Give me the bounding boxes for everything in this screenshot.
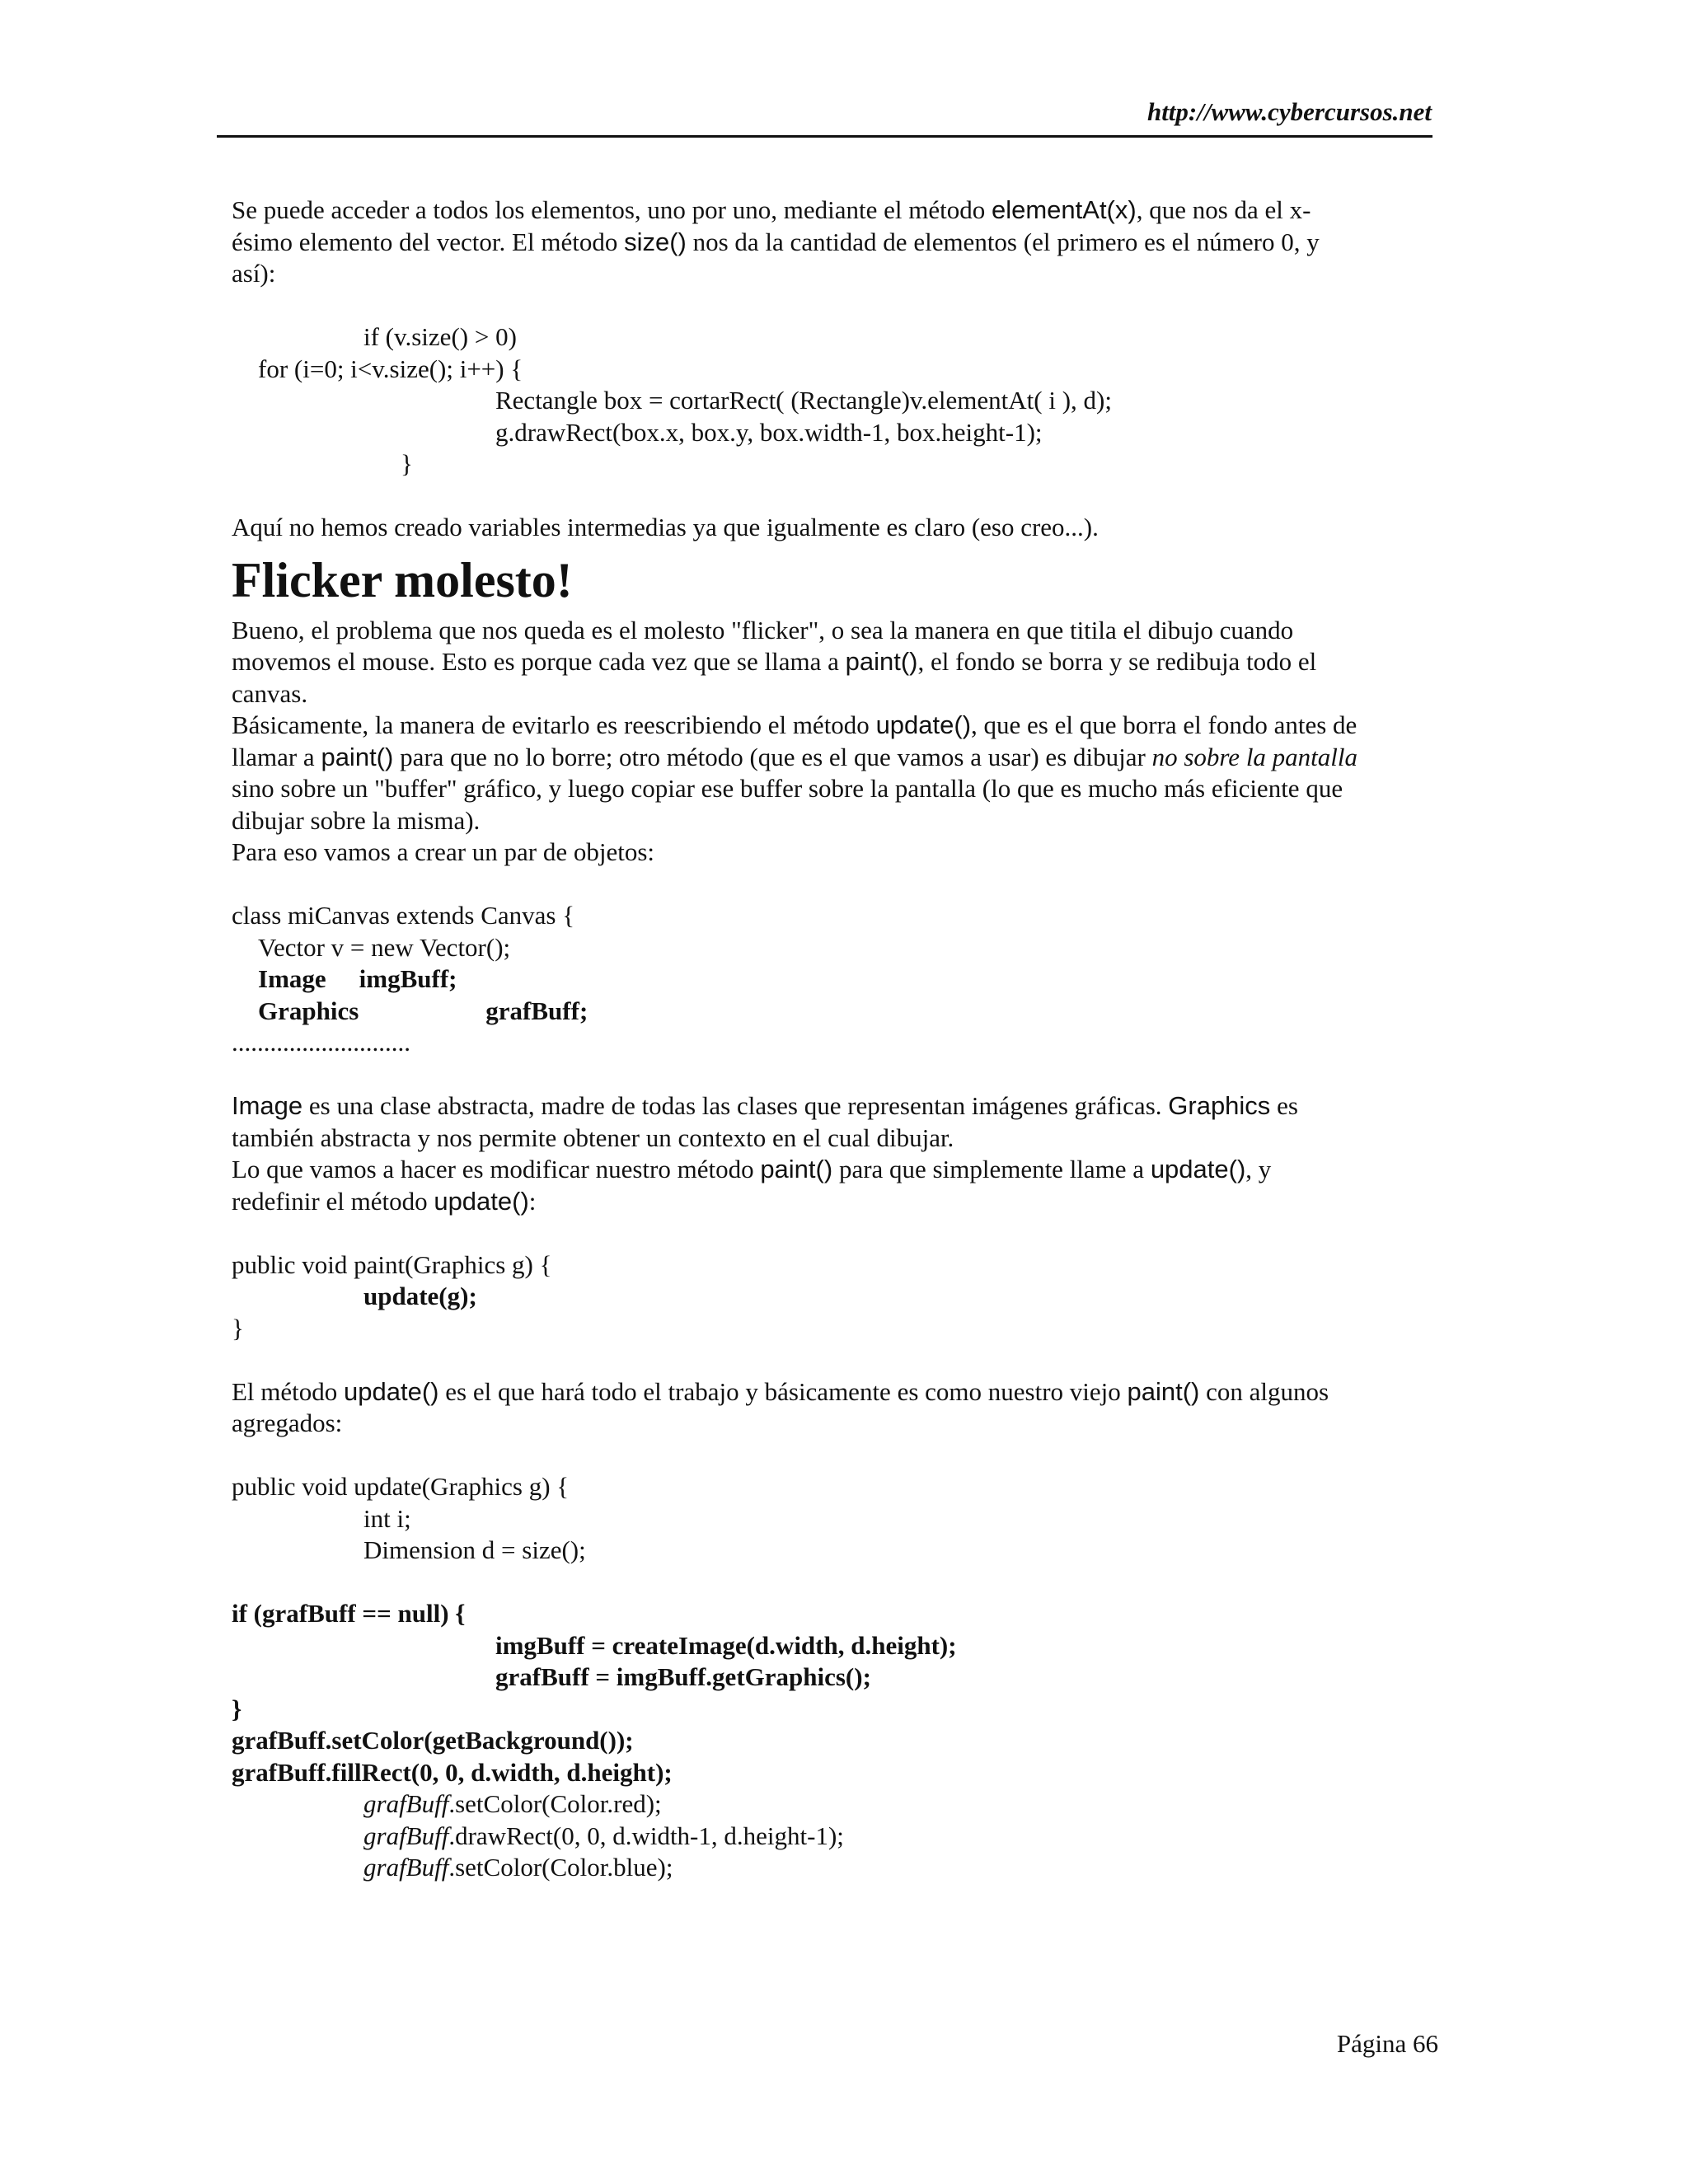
header-url[interactable]: http://www.cybercursos.net [1146,97,1432,126]
page-content [232,194,1435,1884]
code-line: Dimension d = size(); [363,1535,586,1564]
code-line: grafBuff = imgBuff.getGraphics(); [495,1662,871,1691]
inline-code: paint() [845,647,918,676]
code-block-paint [232,1249,1435,1345]
text: es el que hará todo el trabajo y básicamente es como nuestro viejo [438,1376,1128,1406]
text: canvas. [232,678,308,708]
code-line: .setColor(Color.red); [448,1789,662,1818]
section-title: Flicker molesto! [232,552,573,607]
code-block-class [232,900,1435,1059]
text: es una clase abstracta, madre de todas las clases que representan imágenes gráficas. [302,1091,1169,1120]
inline-code: elementAt(x) [991,195,1137,224]
image-paragraph [232,1090,1435,1217]
code-line: int i; [363,1503,411,1533]
code-type: Image [258,964,326,993]
inline-code: Graphics [1168,1091,1271,1120]
italic-text: grafBuff [363,1821,449,1850]
header-rule [217,135,1432,138]
page-number: Página 66 [1336,2029,1438,2058]
text: Bueno, el problema que nos queda es el molesto "flicker", o sea la manera en que titila el dibujo cuando [232,615,1294,644]
text: sino sobre un "buffer" gráfico, y luego copiar ese buffer sobre la pantalla (lo que es mucho más eficiente que [232,774,1343,803]
inline-code: paint() [1127,1376,1200,1406]
code-line: ............................ [232,1028,410,1057]
text: para que simplemente llame a [832,1155,1151,1183]
code-line: } [232,1313,244,1343]
text: Básicamente, la manera de evitarlo es reescribiendo el método [232,710,876,739]
inline-code: size() [624,227,687,256]
text: movemos el mouse. Esto es porque cada vez que se llama a [232,647,846,676]
inline-code: update() [344,1376,439,1406]
text: así): [232,259,276,288]
text: , y [1245,1155,1272,1183]
text: , el fondo se borra y se redibuja todo el [917,647,1317,676]
code-line: Vector v = new Vector(); [258,932,511,962]
text: nos da la cantidad de elementos (el primero es el número 0, y [686,227,1320,256]
code-line: .setColor(Color.blue); [448,1853,673,1882]
code-line: g.drawRect(box.x, box.y, box.width-1, box.height-1); [495,417,1043,447]
code-line: grafBuff.fillRect(0, 0, d.width, d.height); [232,1757,673,1787]
text: Lo que vamos a hacer es modificar nuestro método [232,1155,761,1183]
code-block-loop [232,321,1435,480]
inline-code: paint() [321,742,394,771]
code-line: if (v.size() > 0) [363,322,517,351]
text: redefinir el método [232,1186,434,1216]
text: con algunos [1199,1376,1329,1406]
code-line: update(g); [363,1282,477,1310]
text: El método [232,1376,345,1406]
text: llamar a [232,742,321,771]
code-line: } [232,1694,242,1723]
flicker-paragraph [232,615,1435,869]
code-line: public void update(Graphics g) { [232,1472,570,1501]
update-paragraph [232,1376,1435,1440]
text: , que nos da el x- [1136,195,1311,224]
code-block-update [232,1471,1435,1884]
inline-code: update() [434,1186,529,1216]
text: para que no lo borre; otro método (que es el que vamos a usar) es dibujar [393,742,1152,771]
intro-paragraph [232,194,1435,290]
after-code-text: Aquí no hemos creado variables intermedias ya que igualmente es claro (eso creo...). [232,513,1099,541]
text: es [1270,1091,1298,1120]
italic-text: grafBuff [363,1789,449,1818]
code-line: } [401,449,413,478]
inline-code: paint() [760,1155,833,1183]
text: también abstracta y nos permite obtener un contexto en el cual dibujar. [232,1122,954,1152]
italic-text: no sobre la pantalla [1151,742,1358,771]
text: Se puede acceder a todos los elementos, uno por uno, mediante el método [232,195,992,224]
italic-text: grafBuff [363,1853,449,1882]
text: : [528,1186,537,1216]
text: , que es el que borra el fondo antes de [971,710,1357,739]
code-line: imgBuff = createImage(d.width, d.height); [495,1630,957,1660]
code-line: Rectangle box = cortarRect( (Rectangle)v.elementAt( i ), d); [495,386,1112,415]
code-type: Graphics [258,996,359,1025]
inline-code: update() [1150,1155,1246,1183]
text: Para eso vamos a crear un par de objetos: [232,837,655,866]
code-line: .drawRect(0, 0, d.width-1, d.height-1); [448,1821,844,1850]
inline-code: update() [875,710,972,739]
text: dibujar sobre la misma). [232,805,481,835]
code-line: public void paint(Graphics g) { [232,1249,552,1279]
inline-code: Image [232,1091,303,1120]
code-line: if (grafBuff == null) { [232,1599,466,1628]
code-name: grafBuff; [485,996,588,1025]
code-name: imgBuff; [359,964,457,993]
code-line: grafBuff.setColor(getBackground()); [232,1726,634,1755]
code-line: for (i=0; i<v.size(); i++) { [258,354,523,383]
text: ésimo elemento del vector. El método [232,227,625,256]
code-line: class miCanvas extends Canvas { [232,901,575,930]
text: agregados: [232,1408,343,1437]
